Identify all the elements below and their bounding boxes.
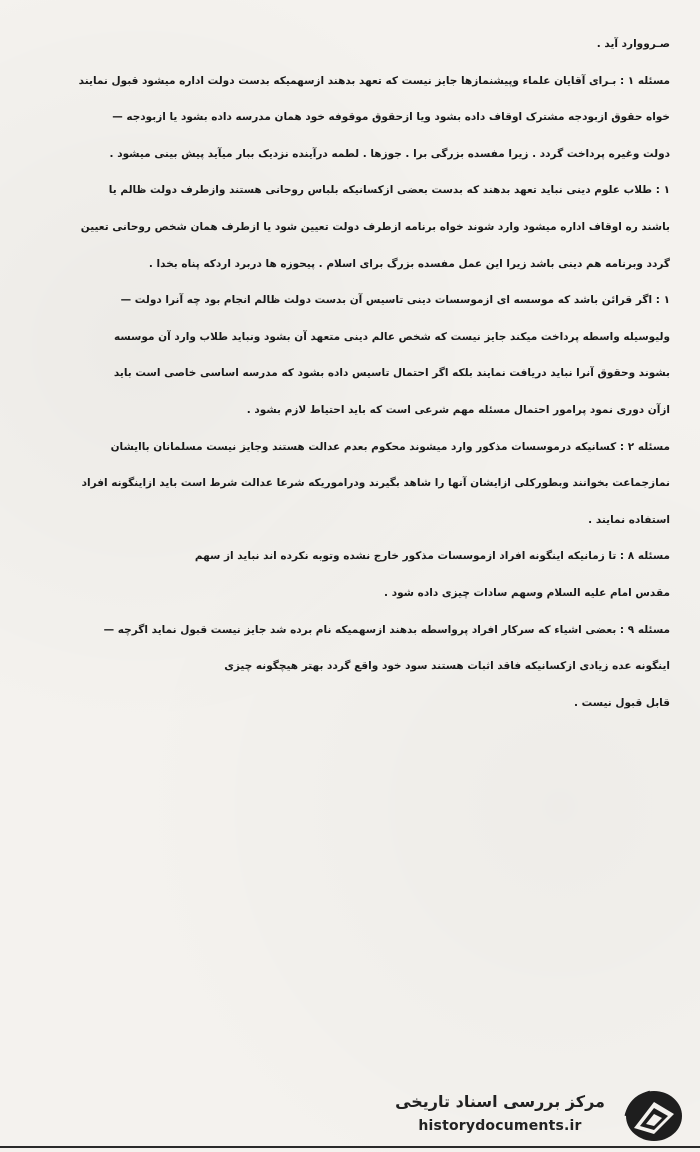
document-line: باشند ره اوقاف اداره میشود وارد شوند خواه برنامه ازطرف دولت تعیین شود یا ازطرف همان شخص روحانی تعیین: [80, 220, 670, 233]
document-line: مسئله ۲ : کسانیکه درموسسات مذکور وارد میشوند محکوم بعدم عدالت هستند وجایز نیست مسلمانان باایشان: [110, 440, 670, 453]
document-line: مسئله ۹ : بعضی اشیاء که سرکار افراد پرواسطه بدهند ازسهمیکه نام برده شد جایز نیست قبول نماید اگرچه —: [103, 623, 670, 636]
document-line: اینگونه عده زیادی ازکسانیکه فاقد اثبات هستند سود خود واقع گردد بهتر هیچگونه چیزی: [224, 660, 670, 673]
document-line: مقدس امام علیه السلام وسهم سادات چیزی داده شود .: [384, 586, 670, 599]
document-line: استفاده نمایند .: [588, 513, 670, 526]
document-line: دولت وغیره پرداخت گردد . زیرا مفسده بزرگی برا . جوزها . لطمه درآینده نزدیک ببار میآید پیش بینی میشود .: [109, 147, 670, 160]
watermark-url: historydocuments.ir: [418, 1118, 582, 1134]
document-line: قابل قبول نیست .: [574, 696, 670, 709]
document-line: گردد وبرنامه هم دینی باشد زیرا این عمل مفسده بزرگ برای اسلام . پیحوزه ها دربرد اردکه پناه بخدا .: [148, 257, 670, 270]
watermark-title: مرکز بررسی اسناد تاریخی: [395, 1092, 605, 1111]
document-line: خواه حقوق ازبودجه مشترک اوقاف داده بشود ویا ازحقوق موقوفه خود همان مدرسه داده بشود یا ازبودجه —: [112, 111, 670, 124]
document-line: صـرووارد آيد .: [596, 38, 670, 50]
document-line: مسئله ۱ : بـرای آقایان علماء وپیشنمازها جایز نیست که تعهد بدهند ازسهمیکه بدست دولت اداره میشود قبول نمایند: [78, 74, 670, 87]
document-body: [38, 26, 670, 721]
page-bottom-rule: [0, 1146, 700, 1148]
document-line: ۱ : اگر قرائن باشد که موسسه ای ازموسسات دینی تاسیس آن بدست دولت ظالم انجام بود چه آنرا دولت —: [120, 294, 670, 307]
document-line: ۱ : طلاب علوم دینی نباید تعهد بدهند که بدست بعضی ازکسانیکه بلباس روحانی هستند وازطرف دولت ظالم یا: [108, 184, 670, 197]
watermark: [390, 1088, 690, 1144]
document-line: نمازجماعت بخوانند وبطورکلی ازایشان آنها را شاهد بگیرند ودراموریکه شرعا عدالت شرط است باید ازاینگونه افراد: [81, 477, 670, 490]
document-line: مسئله ۸ : تا زمانیکه اینگونه افراد ازموسسات مذکور خارج نشده وتوبه نکرده اند نباید از سهم: [194, 550, 670, 563]
history-documents-logo-icon: [620, 1088, 684, 1144]
document-line: بشوند وحقوق آنرا نباید دریافت نمایند بلکه اگر احتمال تاسیس داده بشود که مدرسه اساسی خاصی است باید: [113, 367, 670, 380]
document-line: ولیوسیله واسطه پرداخت میکند جایز نیست که شخص عالم دینی متعهد آن بشود ونباید طلاب وارد آن موسسه: [114, 330, 670, 343]
document-line: ازآن دوری نمود پرامور احتمال مسئله مهم شرعی است که باید احتیاط لازم بشود .: [246, 403, 670, 416]
